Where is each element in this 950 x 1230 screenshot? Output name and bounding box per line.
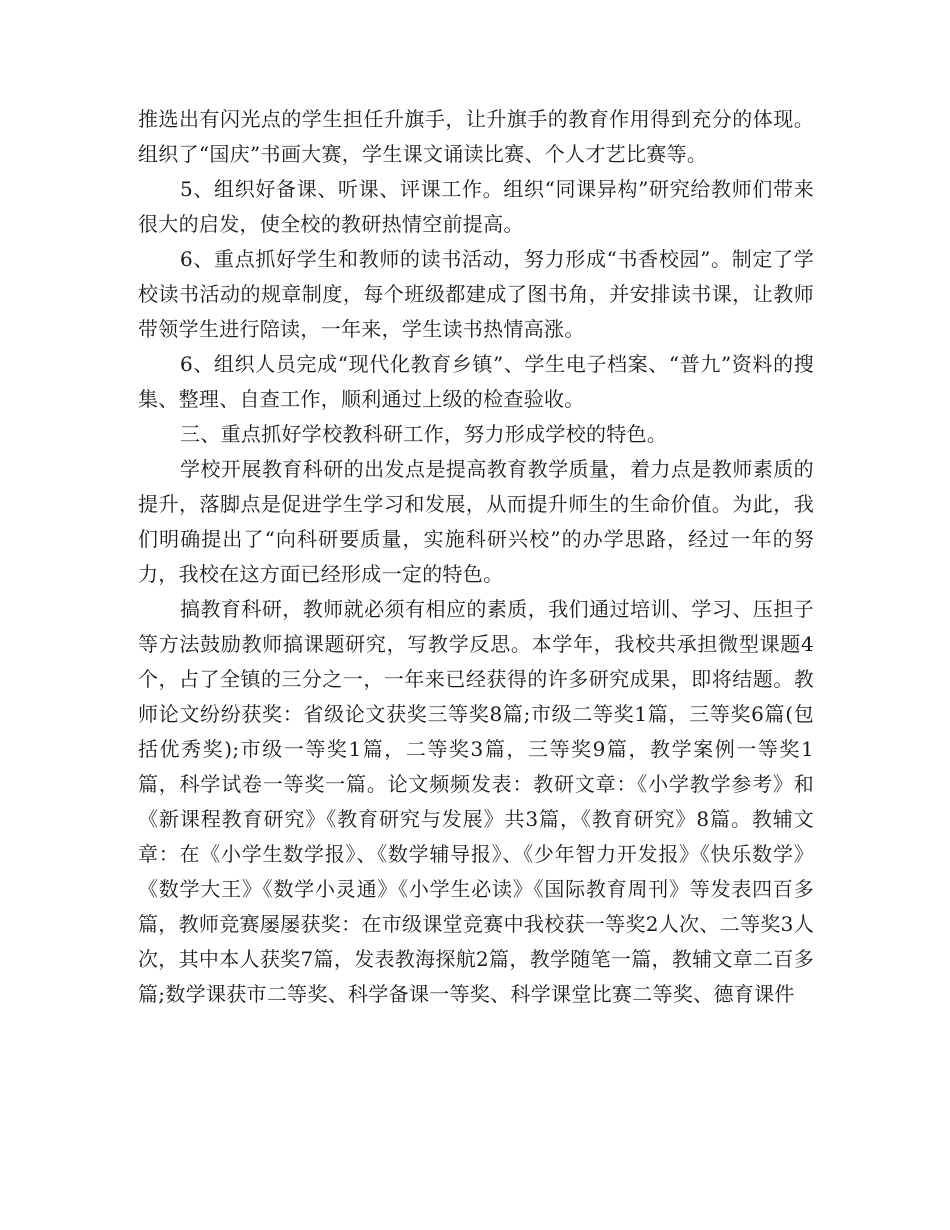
document-page xyxy=(138,102,814,1012)
paragraph: 6、组织人员完成“现代化教育乡镇”、学生电子档案、“普九”资料的搜集、整理、自查工作，顺利通过上级的检查验收。 xyxy=(138,352,814,411)
paragraph: 学校开展教育科研的出发点是提高教育教学质量，着力点是教师素质的提升，落脚点是促进学生学习和发展，从而提升师生的生命价值。为此，我们明确提出了“向科研要质量，实施科研兴校”的办学思路，经过一年的努力，我校在这方面已经形成一定的特色。 xyxy=(138,457,814,586)
section-heading: 三、重点抓好学校教科研工作，努力形成学校的特色。 xyxy=(180,422,668,446)
paragraph: 6、重点抓好学生和教师的读书活动，努力形成“书香校园”。制定了学校读书活动的规章制度，每个班级都建成了图书角，并安排读书课，让教师带领学生进行陪读，一年来，学生读书热情高涨。 xyxy=(138,247,814,341)
paragraph: 推选出有闪光点的学生担任升旗手，让升旗手的教育作用得到充分的体现。组织了“国庆”书画大赛，学生课文诵读比赛、个人才艺比赛等。 xyxy=(138,107,814,166)
paragraph: 5、组织好备课、听课、评课工作。组织“同课异构”研究给教师们带来很大的启发，使全校的教研热情空前提高。 xyxy=(138,177,814,236)
paragraph: 搞教育科研，教师就必须有相应的素质，我们通过培训、学习、压担子等方法鼓励教师搞课题研究，写教学反思。本学年，我校共承担微型课题4个，占了全镇的三分之一，一年来已经获得的许多研究成果，即将结题。教师论文纷纷获奖：省级论文获奖三等奖8篇;市级二等奖1篇，三等奖6篇(包括优秀奖);市级一等奖1篇，二等奖3篇，三等奖9篇，教学案例一等奖1篇，科学试卷一等奖一篇。论文频频发表：教研文章：《小学教学参考》和《新课程教育研究》《教育研究与发展》共3篇，《教育研究》8篇。教辅文章：在《小学生数学报》、《数学辅导报》、《少年智力开发报》《快乐数学》《数学大王》《数学小灵通》《小学生必读》《国际教育周刊》等发表四百多篇，教师竞赛屡屡获奖：在市级课堂竞赛中我校获一等奖2人次、二等奖3人次，其中本人获奖7篇，发表教海探航2篇，教学随笔一篇，教辅文章二百多篇;数学课获市二等奖、科学备课一等奖、科学课堂比赛二等奖、德育课件 xyxy=(138,597,814,1006)
